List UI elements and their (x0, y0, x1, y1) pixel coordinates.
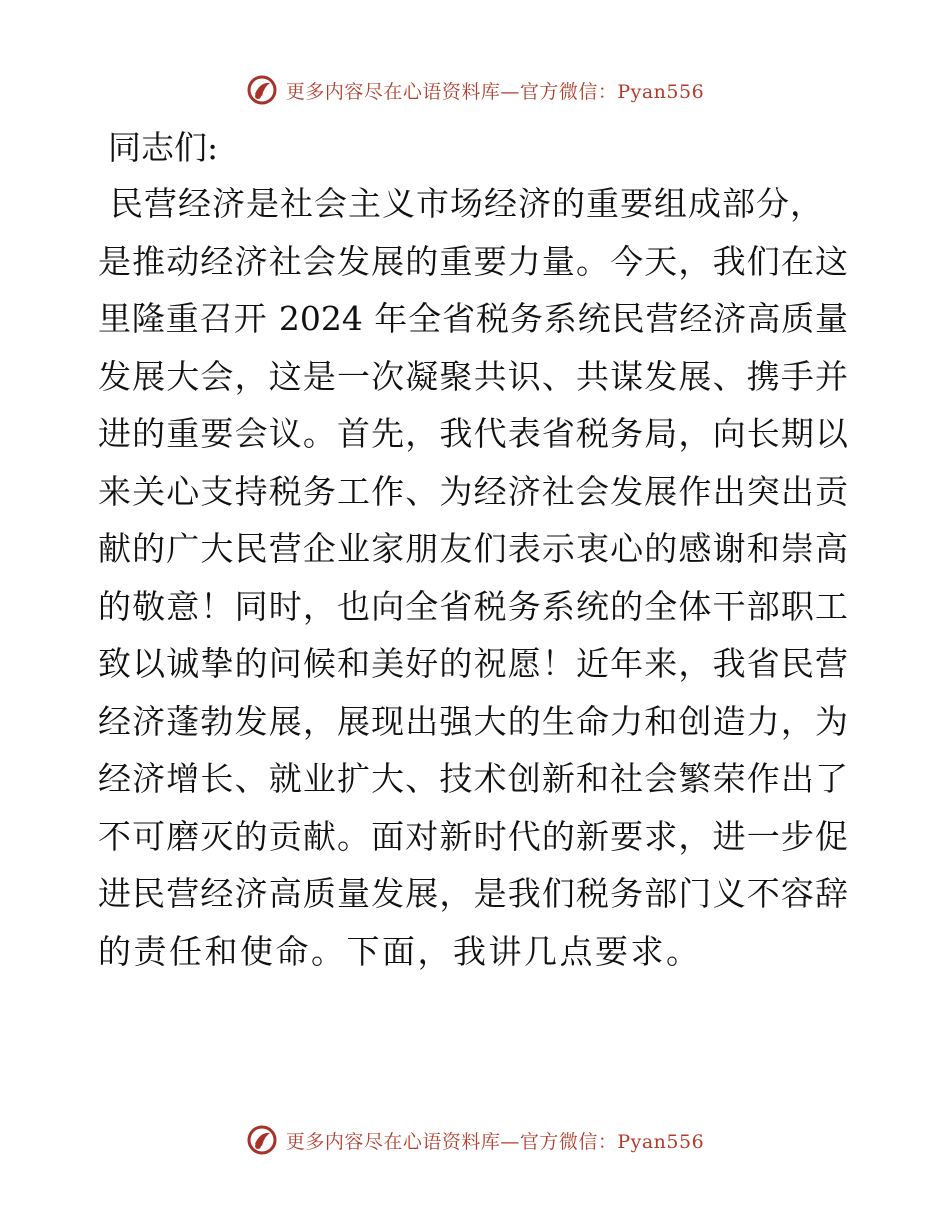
paragraph-line: 献的广大民营企业家朋友们表示衷心的感谢和崇高 (98, 529, 848, 568)
header-watermark (0, 70, 950, 110)
paragraph-line: 来关心支持税务工作、为经济社会发展作出突出贡 (98, 471, 848, 511)
paragraph-line: 进的重要会议。首先，我代表省税务局，向长期以 (98, 414, 848, 453)
paragraph-line: 不可磨灭的贡献。面对新时代的新要求，进一步促 (98, 816, 848, 856)
speech-paragraph (98, 175, 848, 980)
paragraph-line: 是推动经济社会发展的重要力量。今天，我们在这 (98, 241, 848, 281)
watermark-text: 更多内容尽在心语资料库—官方微信：Pyan556 (285, 80, 705, 103)
paragraph-line: 的敬意！同时，也向全省税务系统的全体干部职工 (98, 586, 848, 626)
paragraph-line: 里隆重召开 2024 年全省税务系统民营经济高质量 (98, 299, 848, 338)
logo-icon (246, 1124, 278, 1156)
paragraph-line: 进民营经济高质量发展，是我们税务部门义不容辞 (98, 874, 848, 913)
paragraph-line: 致以诚挚的问候和美好的祝愿！近年来，我省民营 (98, 644, 848, 683)
greeting: 同志们: (108, 128, 219, 167)
logo-icon (246, 74, 278, 106)
paragraph-line: 民营经济是社会主义市场经济的重要组成部分， (110, 184, 824, 223)
paragraph-line: 经济蓬勃发展，展现出强大的生命力和创造力，为 (98, 701, 848, 741)
footer-watermark (0, 1120, 950, 1160)
watermark-text: 更多内容尽在心语资料库—官方微信：Pyan556 (285, 1130, 705, 1153)
paragraph-line: 发展大会，这是一次凝聚共识、共谋发展、携手并 (98, 356, 848, 396)
paragraph-line: 经济增长、就业扩大、技术创新和社会繁荣作出了 (98, 759, 848, 798)
paragraph-line: 的责任和使命。下面，我讲几点要求。 (98, 931, 702, 971)
